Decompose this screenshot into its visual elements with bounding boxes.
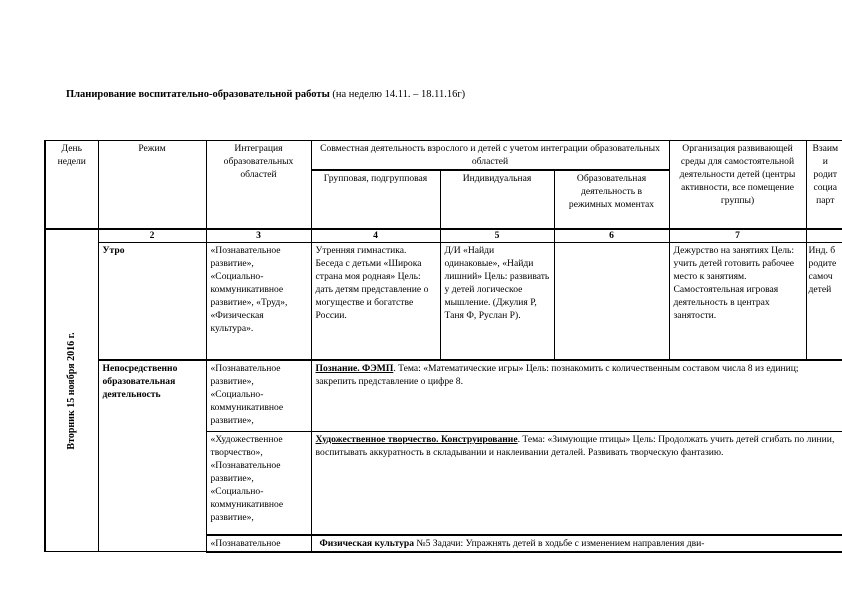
header-group: Групповая, подгрупповая — [311, 170, 440, 229]
activity-cell: Познание. ФЭМП. Тема: «Математические игры» Цель: познакомить с количественным составом числа 8 из единиц; закрепить представление о цифре 8. — [311, 360, 842, 432]
integration-cell: «Познавательное — [206, 535, 311, 552]
environment-cell: Дежурство на занятиях Цель: учить детей готовить рабочее место к занятиям. Самостоятельная игровая деятельность в центрах занятости. — [669, 243, 806, 360]
header-interaction: Взаим и родит социа парт — [806, 141, 842, 230]
routine-cell — [554, 243, 669, 360]
interaction-cell: Инд. б родите самоч детей — [806, 243, 842, 360]
regime-morning: Утро — [98, 243, 206, 360]
integration-cell: «Художественное творчество», «Познавательное развитие», «Социально-коммуникативное развитие», — [206, 432, 311, 535]
header-routine: Образовательная деятельность в режимных моментах — [554, 170, 669, 229]
col-number: 6 — [554, 229, 669, 243]
col-number: 3 — [206, 229, 311, 243]
plan-table — [44, 140, 842, 553]
col-number — [806, 229, 842, 243]
header-day: День недели — [45, 141, 98, 230]
activity-cell: Художественное творчество. Конструирование. Тема: «Зимующие птицы» Цель: Продолжать учить детей сгибать по линии, воспитывать аккуратность в складывании и наклеивании деталей. Развивать творческую фантазию. — [311, 432, 842, 535]
page-title: Планирование воспитательно-образовательной работы (на неделю 14.11. – 18.11.16г) — [66, 89, 466, 100]
table-row-nod — [45, 360, 842, 432]
integration-cell: «Познавательное развитие», «Социально-коммуникативное развитие», — [206, 360, 311, 432]
individual-cell: Д/И «Найди одинаковые», «Найди лишний» Цель: развивать у детей логическое мышление. (Джулия Р, Таня Ф, Руслан Р). — [440, 243, 554, 360]
integration-cell: «Познавательное развитие», «Социально-коммуникативное развитие», «Труд», «Физическая культура». — [206, 243, 311, 360]
header-row — [45, 141, 842, 171]
header-environment: Организация развивающей среды для самостоятельной деятельности детей (центры активности, все помещение группы) — [669, 141, 806, 230]
column-numbers-row — [45, 229, 842, 243]
header-integration: Интеграция образовательных областей — [206, 141, 311, 230]
col-number: 4 — [311, 229, 440, 243]
col-number: 5 — [440, 229, 554, 243]
day-cell: Вторник 15 ноября 2016 г. — [45, 229, 98, 552]
col-number: 7 — [669, 229, 806, 243]
table-row-morning — [45, 243, 842, 360]
header-regime: Режим — [98, 141, 206, 230]
group-cell: Утренняя гимнастика. Беседа с детьми «Широка страна моя родная» Цель: дать детям представление о могуществе и богатстве России. — [311, 243, 440, 360]
header-joint: Совместная деятельность взрослого и детей с учетом интеграции образовательных областей — [311, 141, 669, 171]
header-individual: Индивидуальная — [440, 170, 554, 229]
col-number: 2 — [98, 229, 206, 243]
regime-nod: Непосредственно образовательная деятельность — [98, 360, 206, 552]
activity-cell: Физическая культура №5 Задачи: Упражнять детей в ходьбе с изменением направления дви- — [311, 535, 842, 552]
